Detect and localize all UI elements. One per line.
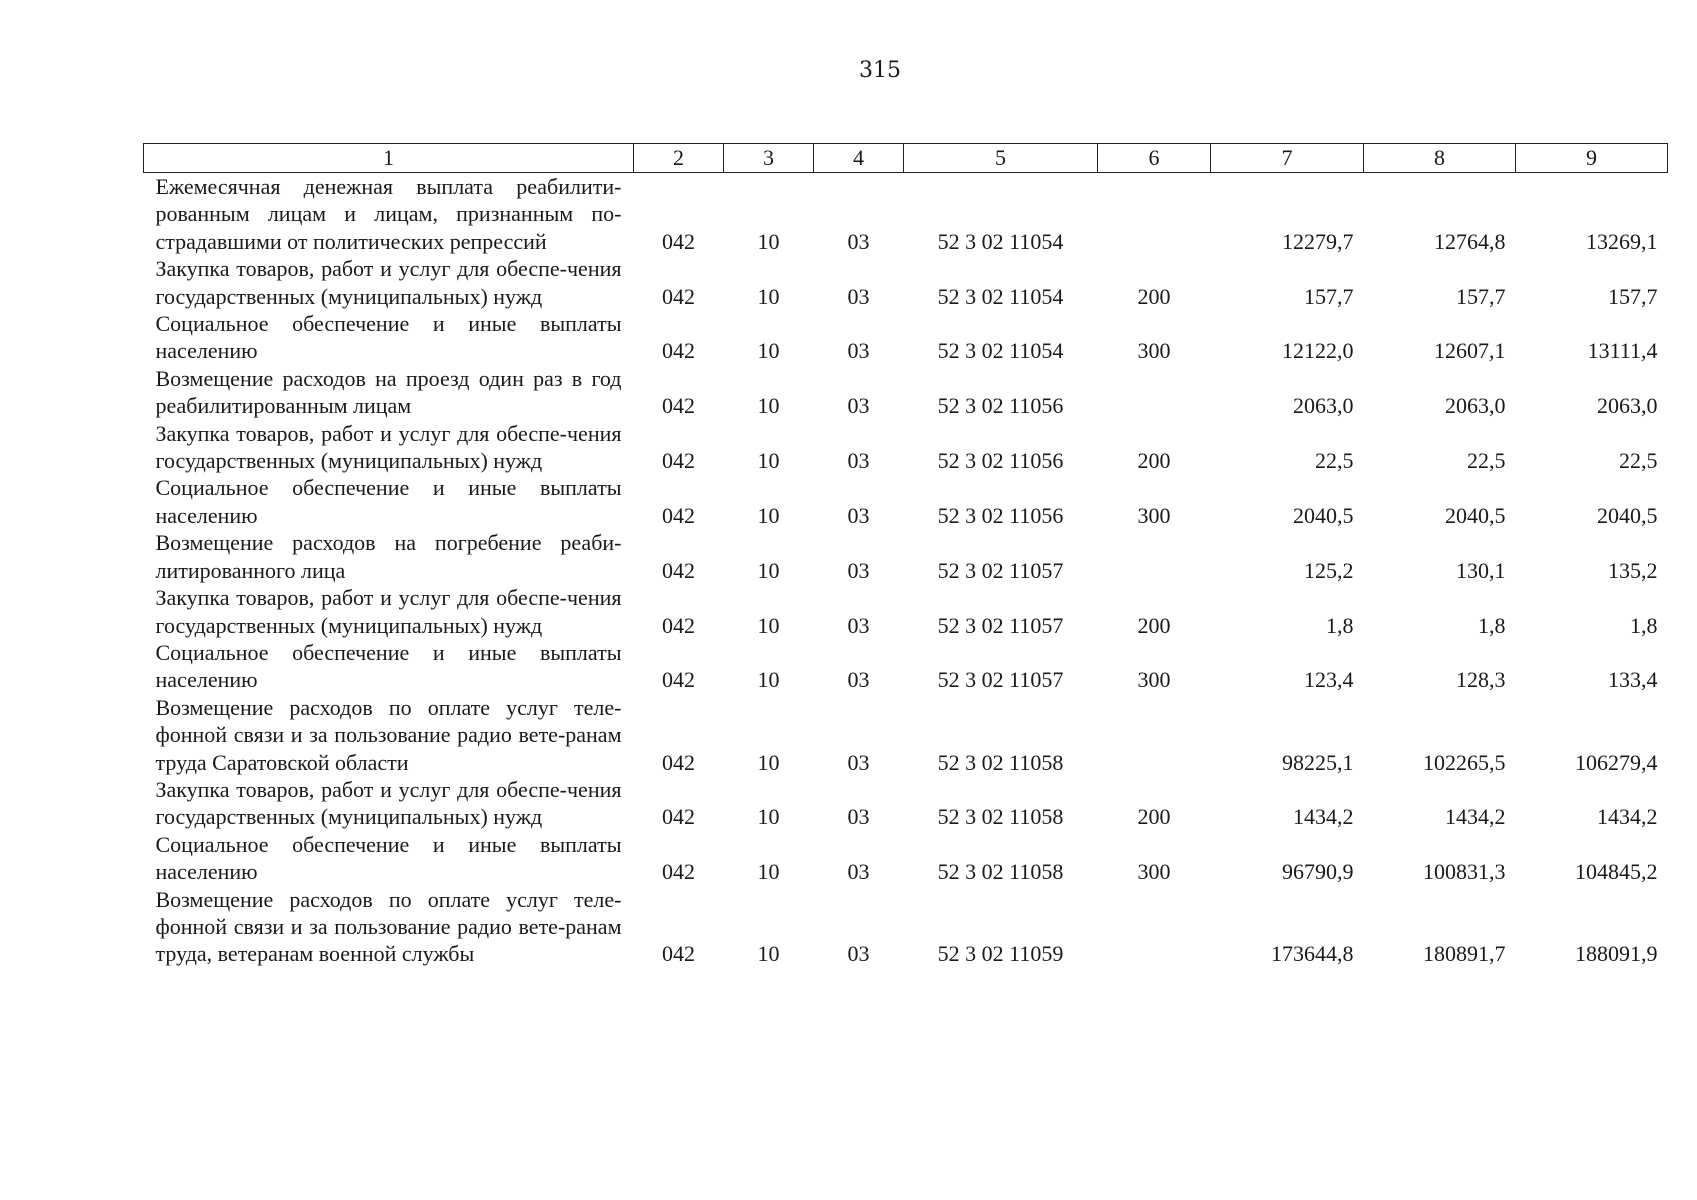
target-article-cell: 52 3 02 11057 bbox=[937, 557, 1064, 583]
amount-year-1-cell: 22,5 bbox=[1315, 448, 1354, 474]
amount-year-2-cell: 1434,2 bbox=[1445, 804, 1506, 830]
amount-year-3-cell: 2040,5 bbox=[1597, 502, 1658, 528]
admin-code-cell: 042 bbox=[662, 283, 695, 309]
target-article-cell: 52 3 02 11058 bbox=[937, 749, 1064, 775]
amount-year-2-cell: 12607,1 bbox=[1434, 338, 1506, 364]
amount-year-2-cell: 2040,5 bbox=[1445, 502, 1506, 528]
section-cell: 10 bbox=[757, 667, 780, 693]
amount-year-1-cell: 123,4 bbox=[1304, 667, 1354, 693]
amount-year-3-cell: 13269,1 bbox=[1586, 228, 1658, 254]
table-row bbox=[144, 831, 1668, 886]
subsection-cell: 03 bbox=[847, 804, 870, 830]
amount-year-3-cell: 157,7 bbox=[1608, 283, 1658, 309]
target-article-cell: 52 3 02 11054 bbox=[937, 228, 1064, 254]
table-row bbox=[144, 420, 1668, 475]
amount-year-1-cell: 2063,0 bbox=[1293, 393, 1354, 419]
column-header-6: 6 bbox=[1098, 144, 1211, 173]
admin-code-cell: 042 bbox=[662, 612, 695, 638]
amount-year-1-cell: 2040,5 bbox=[1293, 502, 1354, 528]
admin-code-cell: 042 bbox=[662, 228, 695, 254]
amount-year-2-cell: 22,5 bbox=[1467, 448, 1506, 474]
target-article-cell: 52 3 02 11058 bbox=[937, 859, 1064, 885]
expense-type-cell: 200 bbox=[1137, 804, 1171, 830]
table-row bbox=[144, 886, 1668, 968]
table-row bbox=[144, 474, 1668, 529]
amount-year-3-cell: 106279,4 bbox=[1575, 749, 1658, 775]
table-row bbox=[144, 365, 1668, 420]
amount-year-2-cell: 157,7 bbox=[1456, 283, 1506, 309]
column-header-9: 9 bbox=[1516, 144, 1668, 173]
section-cell: 10 bbox=[757, 283, 780, 309]
column-header-8: 8 bbox=[1364, 144, 1516, 173]
table-row bbox=[144, 255, 1668, 310]
column-header-7: 7 bbox=[1211, 144, 1364, 173]
subsection-cell: 03 bbox=[847, 941, 870, 967]
expense-type-cell bbox=[1098, 886, 1211, 968]
table-row bbox=[144, 584, 1668, 639]
subsection-cell: 03 bbox=[847, 228, 870, 254]
target-article-cell: 52 3 02 11057 bbox=[937, 667, 1064, 693]
expense-type-cell bbox=[1098, 694, 1211, 776]
subsection-cell: 03 bbox=[847, 859, 870, 885]
expense-type-cell bbox=[1098, 173, 1211, 256]
description-cell: Ежемесячная денежная выплата реабилити-рованным лицам и лицам, признанным по-страдавшими от политических репрессий bbox=[155, 174, 622, 254]
table-row bbox=[144, 776, 1668, 831]
target-article-cell: 52 3 02 11059 bbox=[937, 941, 1064, 967]
subsection-cell: 03 bbox=[847, 393, 870, 419]
column-header-2: 2 bbox=[634, 144, 724, 173]
amount-year-2-cell: 100831,3 bbox=[1423, 859, 1506, 885]
target-article-cell: 52 3 02 11058 bbox=[937, 804, 1064, 830]
description-cell: Возмещение расходов по оплате услуг теле-фонной связи и за пользование радио вете-ранам труда, ветеранам военной службы bbox=[155, 886, 622, 967]
amount-year-2-cell: 130,1 bbox=[1456, 557, 1506, 583]
section-cell: 10 bbox=[757, 338, 780, 364]
amount-year-3-cell: 135,2 bbox=[1608, 557, 1658, 583]
amount-year-1-cell: 12279,7 bbox=[1282, 228, 1354, 254]
section-cell: 10 bbox=[757, 228, 780, 254]
expense-type-cell bbox=[1098, 529, 1211, 584]
table-row bbox=[144, 310, 1668, 365]
subsection-cell: 03 bbox=[847, 749, 870, 775]
admin-code-cell: 042 bbox=[662, 393, 695, 419]
target-article-cell: 52 3 02 11057 bbox=[937, 612, 1064, 638]
description-cell: Закупка товаров, работ и услуг для обеспе-чения государственных (муниципальных) нужд bbox=[155, 420, 622, 474]
description-cell: Возмещение расходов на погребение реаби-литированного лица bbox=[155, 530, 622, 583]
description-cell: Закупка товаров, работ и услуг для обеспе-чения государственных (муниципальных) нужд bbox=[155, 256, 622, 309]
subsection-cell: 03 bbox=[847, 502, 870, 528]
subsection-cell: 03 bbox=[847, 338, 870, 364]
section-cell: 10 bbox=[757, 804, 780, 830]
expense-type-cell: 300 bbox=[1137, 338, 1171, 364]
expense-type-cell: 300 bbox=[1137, 502, 1171, 528]
expense-type-cell: 300 bbox=[1137, 667, 1171, 693]
amount-year-3-cell: 188091,9 bbox=[1575, 941, 1658, 967]
amount-year-2-cell: 102265,5 bbox=[1423, 749, 1506, 775]
section-cell: 10 bbox=[757, 557, 780, 583]
table-row bbox=[144, 529, 1668, 584]
amount-year-1-cell: 96790,9 bbox=[1282, 859, 1354, 885]
expense-type-cell: 200 bbox=[1137, 612, 1171, 638]
target-article-cell: 52 3 02 11056 bbox=[937, 393, 1064, 419]
subsection-cell: 03 bbox=[847, 283, 870, 309]
admin-code-cell: 042 bbox=[662, 338, 695, 364]
section-cell: 10 bbox=[757, 859, 780, 885]
description-cell: Социальное обеспечение и иные выплаты населению bbox=[155, 831, 622, 885]
description-cell: Социальное обеспечение и иные выплаты населению bbox=[155, 311, 622, 364]
amount-year-3-cell: 2063,0 bbox=[1597, 393, 1658, 419]
admin-code-cell: 042 bbox=[662, 859, 695, 885]
section-cell: 10 bbox=[757, 502, 780, 528]
admin-code-cell: 042 bbox=[662, 557, 695, 583]
column-header-1: 1 bbox=[144, 144, 634, 173]
amount-year-3-cell: 104845,2 bbox=[1575, 859, 1658, 885]
table-header bbox=[144, 144, 1668, 173]
table-row bbox=[144, 639, 1668, 694]
amount-year-1-cell: 98225,1 bbox=[1282, 749, 1354, 775]
column-header-5: 5 bbox=[904, 144, 1098, 173]
target-article-cell: 52 3 02 11056 bbox=[937, 502, 1064, 528]
expense-type-cell: 300 bbox=[1137, 859, 1171, 885]
expense-type-cell: 200 bbox=[1137, 283, 1171, 309]
admin-code-cell: 042 bbox=[662, 941, 695, 967]
admin-code-cell: 042 bbox=[662, 804, 695, 830]
subsection-cell: 03 bbox=[847, 557, 870, 583]
admin-code-cell: 042 bbox=[662, 502, 695, 528]
amount-year-3-cell: 133,4 bbox=[1608, 667, 1658, 693]
amount-year-3-cell: 1434,2 bbox=[1597, 804, 1658, 830]
amount-year-1-cell: 125,2 bbox=[1304, 557, 1354, 583]
description-cell: Закупка товаров, работ и услуг для обеспе-чения государственных (муниципальных) нужд bbox=[155, 585, 622, 638]
budget-table bbox=[143, 143, 1668, 968]
expense-type-cell: 200 bbox=[1137, 448, 1171, 474]
column-header-4: 4 bbox=[814, 144, 904, 173]
description-cell: Возмещение расходов на проезд один раз в год реабилитированным лицам bbox=[155, 365, 622, 419]
section-cell: 10 bbox=[757, 393, 780, 419]
subsection-cell: 03 bbox=[847, 667, 870, 693]
amount-year-1-cell: 12122,0 bbox=[1282, 338, 1354, 364]
target-article-cell: 52 3 02 11056 bbox=[937, 448, 1064, 474]
header-row bbox=[144, 144, 1668, 173]
amount-year-2-cell: 128,3 bbox=[1456, 667, 1506, 693]
amount-year-2-cell: 12764,8 bbox=[1434, 228, 1506, 254]
amount-year-1-cell: 1434,2 bbox=[1293, 804, 1354, 830]
table-row bbox=[144, 173, 1668, 256]
table-row bbox=[144, 694, 1668, 776]
table-body bbox=[144, 173, 1668, 968]
amount-year-3-cell: 1,8 bbox=[1630, 612, 1658, 638]
amount-year-2-cell: 2063,0 bbox=[1445, 393, 1506, 419]
section-cell: 10 bbox=[757, 749, 780, 775]
admin-code-cell: 042 bbox=[662, 448, 695, 474]
description-cell: Социальное обеспечение и иные выплаты населению bbox=[155, 639, 622, 693]
section-cell: 10 bbox=[757, 941, 780, 967]
admin-code-cell: 042 bbox=[662, 667, 695, 693]
admin-code-cell: 042 bbox=[662, 749, 695, 775]
description-cell: Социальное обеспечение и иные выплаты населению bbox=[155, 475, 622, 528]
section-cell: 10 bbox=[757, 448, 780, 474]
amount-year-3-cell: 13111,4 bbox=[1587, 338, 1658, 364]
expense-type-cell bbox=[1098, 365, 1211, 420]
subsection-cell: 03 bbox=[847, 448, 870, 474]
target-article-cell: 52 3 02 11054 bbox=[937, 283, 1064, 309]
amount-year-1-cell: 173644,8 bbox=[1271, 941, 1354, 967]
description-cell: Возмещение расходов по оплате услуг теле-фонной связи и за пользование радио вете-ранам труда Саратовской области bbox=[155, 694, 622, 775]
amount-year-2-cell: 1,8 bbox=[1478, 612, 1506, 638]
target-article-cell: 52 3 02 11054 bbox=[937, 338, 1064, 364]
description-cell: Закупка товаров, работ и услуг для обеспе-чения государственных (муниципальных) нужд bbox=[155, 776, 622, 830]
amount-year-3-cell: 22,5 bbox=[1619, 448, 1658, 474]
page-number: 315 bbox=[859, 58, 901, 83]
amount-year-1-cell: 1,8 bbox=[1326, 612, 1354, 638]
amount-year-1-cell: 157,7 bbox=[1304, 283, 1354, 309]
column-header-3: 3 bbox=[724, 144, 814, 173]
amount-year-2-cell: 180891,7 bbox=[1423, 941, 1506, 967]
section-cell: 10 bbox=[757, 612, 780, 638]
subsection-cell: 03 bbox=[847, 612, 870, 638]
